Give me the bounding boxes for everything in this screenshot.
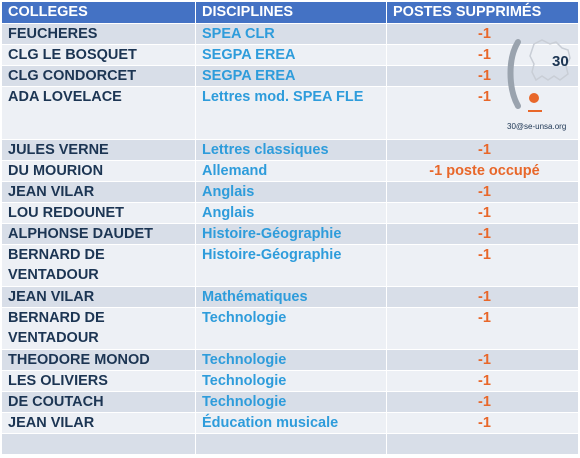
discipline-cell: Anglais bbox=[196, 182, 387, 203]
discipline-cell bbox=[196, 434, 387, 455]
table-row bbox=[2, 24, 579, 45]
discipline-cell: Histoire-Géographie bbox=[196, 245, 387, 287]
table-row bbox=[2, 161, 579, 182]
postes-cell: -1 bbox=[387, 350, 579, 371]
postes-cell: -1 bbox=[387, 308, 579, 350]
college-cell: FEUCHERES bbox=[2, 24, 196, 45]
table-row bbox=[2, 434, 579, 455]
discipline-cell: Éducation musicale bbox=[196, 413, 387, 434]
table-row bbox=[2, 203, 579, 224]
header-disciplines: DISCIPLINES bbox=[196, 2, 387, 24]
discipline-cell: Lettres classiques bbox=[196, 140, 387, 161]
curve-icon bbox=[511, 42, 519, 106]
college-cell: JEAN VILAR bbox=[2, 287, 196, 308]
college-cell: JULES VERNE bbox=[2, 140, 196, 161]
postes-table bbox=[1, 1, 579, 455]
college-cell: LOU REDOUNET bbox=[2, 203, 196, 224]
postes-cell: -1 bbox=[387, 24, 579, 45]
table-header-row bbox=[2, 2, 579, 24]
college-cell: DU MOURION bbox=[2, 161, 196, 182]
college-cell: ALPHONSE DAUDET bbox=[2, 224, 196, 245]
postes-cell: -1 bbox=[387, 413, 579, 434]
postes-cell: -1 bbox=[387, 182, 579, 203]
table-row bbox=[2, 87, 579, 140]
discipline-cell: SEGPA EREA bbox=[196, 66, 387, 87]
postes-cell: -1 poste occupé bbox=[387, 161, 579, 182]
college-cell: BERNARD DE VENTADOUR bbox=[2, 245, 196, 287]
postes-cell: -1 bbox=[387, 203, 579, 224]
college-cell: JEAN VILAR bbox=[2, 182, 196, 203]
college-cell: CLG LE BOSQUET bbox=[2, 45, 196, 66]
table-row bbox=[2, 45, 579, 66]
table-row bbox=[2, 371, 579, 392]
discipline-cell: Technologie bbox=[196, 308, 387, 350]
postes-cell: -1 bbox=[387, 392, 579, 413]
discipline-cell: Lettres mod. SPEA FLE bbox=[196, 87, 387, 140]
orange-dot-icon bbox=[529, 93, 539, 103]
logo-number: 30 bbox=[552, 53, 569, 70]
table-body bbox=[2, 24, 579, 455]
table-row bbox=[2, 392, 579, 413]
postes-cell: -1 bbox=[387, 87, 579, 140]
table-row bbox=[2, 66, 579, 87]
postes-cell: -1 bbox=[387, 66, 579, 87]
discipline-cell: Mathématiques bbox=[196, 287, 387, 308]
table-row bbox=[2, 350, 579, 371]
discipline-cell: SEGPA EREA bbox=[196, 45, 387, 66]
postes-cell: -1 bbox=[387, 287, 579, 308]
header-colleges: COLLEGES bbox=[2, 2, 196, 24]
table-row bbox=[2, 413, 579, 434]
postes-cell: -1 bbox=[387, 140, 579, 161]
postes-cell: -1 bbox=[387, 224, 579, 245]
table-row bbox=[2, 140, 579, 161]
discipline-cell: Histoire-Géographie bbox=[196, 224, 387, 245]
college-cell: CLG CONDORCET bbox=[2, 66, 196, 87]
postes-cell: -1 bbox=[387, 45, 579, 66]
discipline-cell: Technologie bbox=[196, 350, 387, 371]
discipline-cell: Technologie bbox=[196, 371, 387, 392]
table-row bbox=[2, 245, 579, 287]
college-cell: ADA LOVELACE bbox=[2, 87, 196, 140]
discipline-cell: SPEA CLR bbox=[196, 24, 387, 45]
header-postes: POSTES SUPPRIMÉS bbox=[387, 2, 579, 24]
table-row bbox=[2, 287, 579, 308]
table-row bbox=[2, 182, 579, 203]
discipline-cell: Allemand bbox=[196, 161, 387, 182]
logo-email: 30@se-unsa.org bbox=[507, 122, 567, 131]
postes-cell bbox=[387, 434, 579, 455]
postes-cell: -1 bbox=[387, 371, 579, 392]
college-cell: THEODORE MONOD bbox=[2, 350, 196, 371]
table-row bbox=[2, 308, 579, 350]
discipline-cell: Technologie bbox=[196, 392, 387, 413]
college-cell: DE COUTACH bbox=[2, 392, 196, 413]
college-cell bbox=[2, 434, 196, 455]
orange-bar-icon bbox=[528, 110, 542, 112]
se-unsa-logo-icon bbox=[504, 36, 574, 132]
discipline-cell: Anglais bbox=[196, 203, 387, 224]
college-cell: LES OLIVIERS bbox=[2, 371, 196, 392]
college-cell: BERNARD DE VENTADOUR bbox=[2, 308, 196, 350]
college-cell: JEAN VILAR bbox=[2, 413, 196, 434]
postes-cell: -1 bbox=[387, 245, 579, 287]
table-row bbox=[2, 224, 579, 245]
